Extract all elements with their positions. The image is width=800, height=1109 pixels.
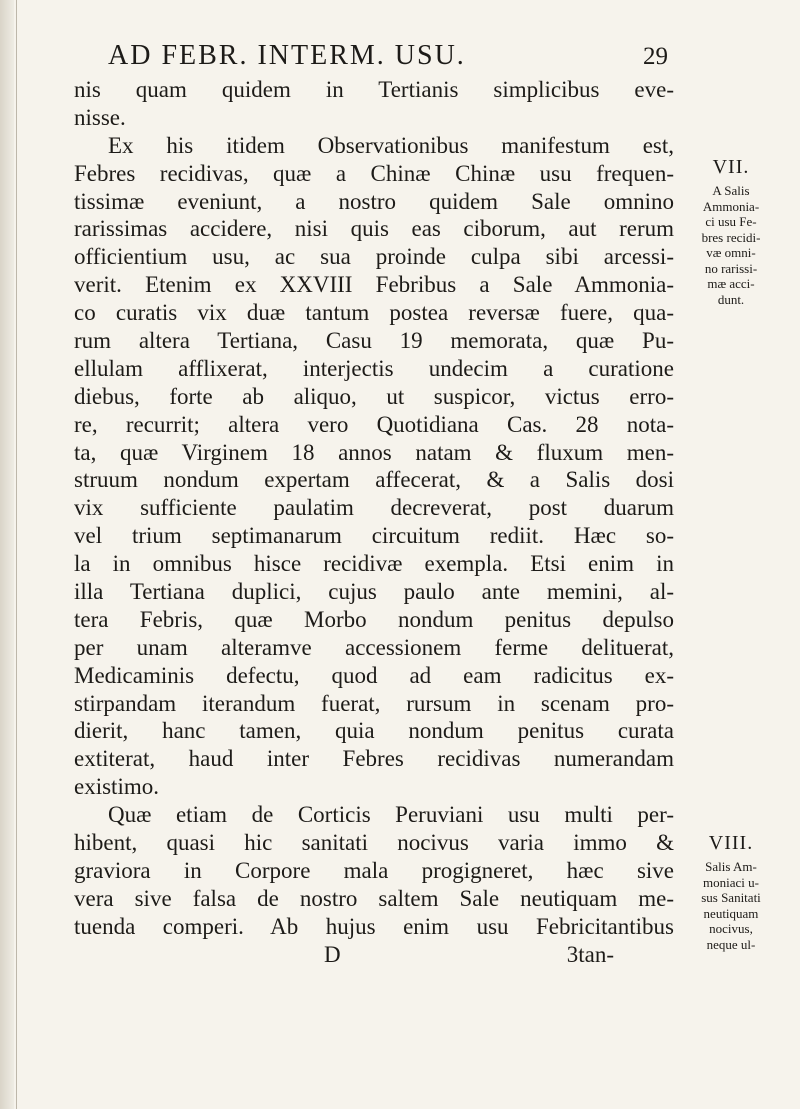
text-line: tera Febris, quæ Morbo nondum penitus depulso (74, 606, 674, 632)
text-line: graviora in Corpore mala progigneret, hæc sive (74, 857, 674, 883)
text-line: co curatis vix duæ tantum postea reversæ fuere, qua- (74, 300, 674, 326)
text-line: per unam alteramve accessionem ferme delituerat, (74, 634, 674, 660)
running-head (108, 40, 668, 72)
running-title: AD FEBR. INTERM. USU. (108, 40, 466, 71)
text-line: existimo. (74, 774, 159, 800)
text-line: verit. Etenim ex XXVIII Febribus a Sale Ammonia- (74, 272, 674, 298)
marginal-numeral: VII. (712, 156, 750, 178)
marginal-note-viii (693, 832, 769, 952)
text-line: officientium usu, ac sua proinde culpa sibi arcessi- (74, 244, 674, 270)
marginal-line: A Salis (712, 183, 750, 198)
text-line: la in omnibus hisce recidivæ exempla. Etsi enim in (74, 551, 674, 577)
text-line: stirpandam iterandum fuerat, rursum in scenam pro- (74, 690, 674, 716)
marginal-line: sus Sanitati (701, 890, 761, 905)
text-line: vel trium septimanarum circuitum rediit. Hæc so- (74, 523, 674, 549)
text-line: rarissimas accidere, nisi quis eas ciborum, aut rerum (74, 216, 674, 242)
text-line: diebus, forte ab aliquo, ut suspicor, victus erro- (74, 383, 674, 409)
marginal-line: Salis Am- (705, 859, 757, 874)
page-gutter (0, 0, 14, 1109)
text-line: Quæ etiam de Corticis Peruviani usu multi per- (108, 802, 674, 828)
marginal-line: Ammonia- (702, 198, 760, 214)
page-edge-line (16, 0, 17, 1109)
marginal-line: neque ul- (706, 936, 756, 952)
text-line: dierit, hanc tamen, quia nondum penitus curata (74, 718, 674, 744)
text-line: tissimæ eveniunt, a nostro quidem Sale omnino (74, 188, 674, 214)
signature-mark: D 3 (324, 941, 579, 967)
marginal-note-vii (693, 156, 769, 307)
main-text (74, 76, 674, 969)
marginal-line: ci usu Fe- (705, 214, 757, 229)
marginal-line: dunt. (717, 291, 745, 307)
text-line: vera sive falsa de nostro saltem Sale neutiquam me- (74, 885, 674, 911)
text-line: rum altera Tertiana, Casu 19 memorata, quæ Pu- (74, 328, 674, 354)
text-line: illa Tertiana duplici, cujus paulo ante memini, al- (74, 579, 674, 605)
marginal-numeral: VIII. (708, 832, 754, 854)
text-line: ellulam afflixerat, interjectis undecim a curatione (74, 355, 674, 381)
page-number: 29 (643, 43, 668, 70)
catchword: tan- (578, 941, 614, 967)
marginal-line: bres recidi- (701, 229, 761, 245)
marginal-line: moniaci u- (703, 874, 759, 890)
text-line: Ex his itidem Observationibus manifestum est, (108, 132, 674, 158)
marginal-line: nocivus, (709, 921, 753, 936)
text-line: ta, quæ Virginem 18 annos natam & fluxum men- (74, 439, 674, 465)
text-line: struum nondum expertam affecerat, & a Salis dosi (74, 467, 674, 493)
text-line: re, recurrit; altera vero Quotidiana Cas. 28 nota- (74, 411, 674, 437)
text-line: nis quam quidem in Tertianis simplicibus eve- (74, 77, 674, 102)
page-footer (74, 941, 674, 969)
text-line: vix sufficiente paulatim decreverat, post duarum (74, 495, 674, 521)
text-line: hibent, quasi hic sanitati nocivus varia immo & (74, 830, 674, 856)
marginal-line: mæ acci- (707, 276, 755, 291)
marginal-line: no rarissi- (704, 260, 758, 276)
marginal-line: neutiquam (703, 905, 759, 921)
text-line: tuenda comperi. Ab hujus enim usu Febricitantibus (74, 913, 674, 939)
marginal-line: væ omni- (706, 245, 756, 260)
text-line: Medicaminis defectu, quod ad eam radicitus ex- (74, 662, 674, 688)
text-line: nisse. (74, 104, 126, 130)
text-line: extiterat, haud inter Febres recidivas numerandam (74, 746, 674, 772)
text-line: Febres recidivas, quæ a Chinæ Chinæ usu frequen- (74, 160, 674, 186)
